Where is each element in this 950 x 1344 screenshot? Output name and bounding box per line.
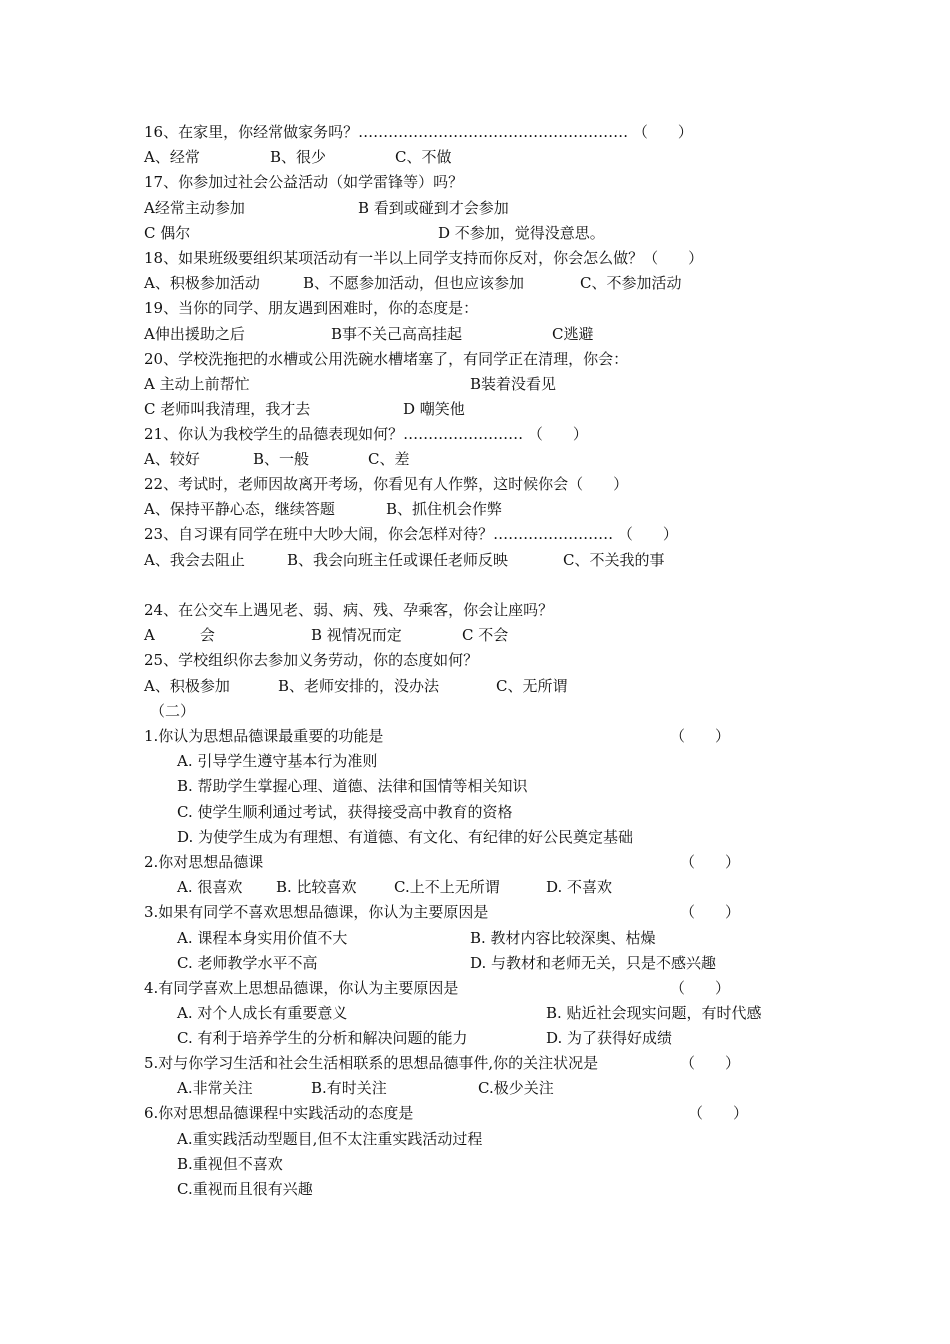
part2-q6-option-c: C.重视而且很有兴趣 [177,1180,313,1198]
q18-option-c: C、不参加活动 [580,274,682,292]
q23-option-b: B、我会向班主任或课任老师反映 [287,551,509,569]
part2-q6-answer-paren: （ ） [688,1104,749,1122]
q16-option-b: B、很少 [270,148,327,166]
q25-option-c: C、无所谓 [496,677,568,695]
q21-option-a: A、较好 [144,450,200,468]
q21-option-c: C、差 [368,450,410,468]
part2-q3-option-b: B. 教材内容比较深奥、枯燥 [470,929,656,947]
q19-option-c: C逃避 [552,325,594,343]
q18-option-a: A、积极参加活动 [144,274,260,292]
question-22: 22、考试时，老师因故离开考场，你看见有人作弊，这时候你会（ ） [144,475,629,493]
question-24: 24、在公交车上遇见老、弱、病、残、孕乘客，你会让座吗？ [144,601,554,619]
q19-option-a: A伸出援助之后 [144,325,245,343]
part2-q1-option-c: C. 使学生顺利通过考试，获得接受高中教育的资格 [177,803,513,821]
q16-option-a: A、经常 [144,148,200,166]
q17-option-d: D 不参加，觉得没意思。 [438,224,605,242]
question-23: 23、自习课有同学在班中大吵大闹，你会怎样对待？…………………… （ ） [144,525,678,543]
q20-option-b: B装着没看见 [470,375,557,393]
part2-q4-option-d: D. 为了获得好成绩 [546,1029,673,1047]
q17-option-c: C 偶尔 [144,224,191,242]
q24-option-a: A 会 [144,626,215,644]
part2-q4-option-a: A. 对个人成长有重要意义 [177,1004,348,1022]
q24-option-b: B 视情况而定 [311,626,402,644]
question-19: 19、当你的同学、朋友遇到困难时，你的态度是： [144,299,479,317]
q18-option-b: B、不愿参加活动，但也应该参加 [303,274,525,292]
part2-q2-option-b: B. 比较喜欢 [276,878,357,896]
q17-option-a: A经常主动参加 [144,199,245,217]
part2-question-1: 1.你认为思想品德课最重要的功能是 [144,727,384,745]
part2-q4-option-c: C. 有利于培养学生的分析和解决问题的能力 [177,1029,468,1047]
part2-question-4: 4.有同学喜欢上思想品德课，你认为主要原因是 [144,979,459,997]
question-18: 18、如果班级要组织某项活动有一半以上同学支持而你反对，你会怎么做？（ ） [144,249,704,267]
part2-q6-option-b: B.重视但不喜欢 [177,1155,283,1173]
part2-q3-option-c: C. 老师教学水平不高 [177,954,318,972]
part2-question-2: 2.你对思想品德课 [144,853,264,871]
q22-option-a: A、保持平静心态，继续答题 [144,500,335,518]
part2-question-6: 6.你对思想品德课程中实践活动的态度是 [144,1104,414,1122]
part2-q5-option-a: A.非常关注 [177,1079,253,1097]
question-16: 16、在家里，你经常做家务吗？……………………………………………… （ ） [144,123,693,141]
part2-q1-option-a: A. 引导学生遵守基本行为准则 [177,752,378,770]
q20-option-c: C 老师叫我清理，我才去 [144,400,311,418]
q21-option-b: B、一般 [253,450,310,468]
question-20: 20、学校洗拖把的水槽或公用洗碗水槽堵塞了，有同学正在清理，你会： [144,350,629,368]
part2-q4-answer-paren: （ ） [670,979,731,997]
part2-q1-option-d: D. 为使学生成为有理想、有道德、有文化、有纪律的好公民奠定基础 [177,828,634,846]
part2-q1-option-b: B. 帮助学生掌握心理、道德、法律和国情等相关知识 [177,777,528,795]
question-21: 21、你认为我校学生的品德表现如何？…………………… （ ） [144,425,588,443]
q23-option-c: C、不关我的事 [563,551,665,569]
question-25: 25、学校组织你去参加义务劳动，你的态度如何？ [144,651,479,669]
question-17: 17、你参加过社会公益活动（如学雷锋等）吗？ [144,173,464,191]
q16-option-c: C、不做 [395,148,452,166]
part2-q3-option-d: D. 与教材和老师无关，只是不感兴趣 [470,954,717,972]
q25-option-b: B、老师安排的，没办法 [278,677,440,695]
q23-option-a: A、我会去阻止 [144,551,245,569]
part2-q1-answer-paren: （ ） [670,727,731,745]
q25-option-a: A、积极参加 [144,677,230,695]
part2-q3-option-a: A. 课程本身实用价值不大 [177,929,348,947]
section-heading: （二） [150,702,196,720]
part2-q3-answer-paren: （ ） [680,903,741,921]
part2-q2-answer-paren: （ ） [680,853,741,871]
part2-q5-option-b: B.有时关注 [311,1079,387,1097]
q20-option-a: A 主动上前帮忙 [144,375,250,393]
part2-q4-option-b: B. 贴近社会现实问题，有时代感 [546,1004,762,1022]
q17-option-b: B 看到或碰到才会参加 [358,199,509,217]
q22-option-b: B、抓住机会作弊 [386,500,503,518]
part2-q5-answer-paren: （ ） [680,1054,741,1072]
q20-option-d: D 嘲笑他 [403,400,465,418]
part2-q2-option-d: D. 不喜欢 [546,878,613,896]
part2-q5-option-c: C.极少关注 [478,1079,554,1097]
part2-q2-option-a: A. 很喜欢 [177,878,243,896]
q24-option-c: C 不会 [462,626,509,644]
part2-question-5: 5.对与你学习生活和社会生活相联系的思想品德事件,你的关注状况是 [144,1054,599,1072]
q19-option-b: B事不关己高高挂起 [331,325,463,343]
part2-q6-option-a: A.重实践活动型题目,但不太注重实践活动过程 [177,1130,483,1148]
part2-question-3: 3.如果有同学不喜欢思想品德课，你认为主要原因是 [144,903,489,921]
part2-q2-option-c: C.上不上无所谓 [394,878,500,896]
